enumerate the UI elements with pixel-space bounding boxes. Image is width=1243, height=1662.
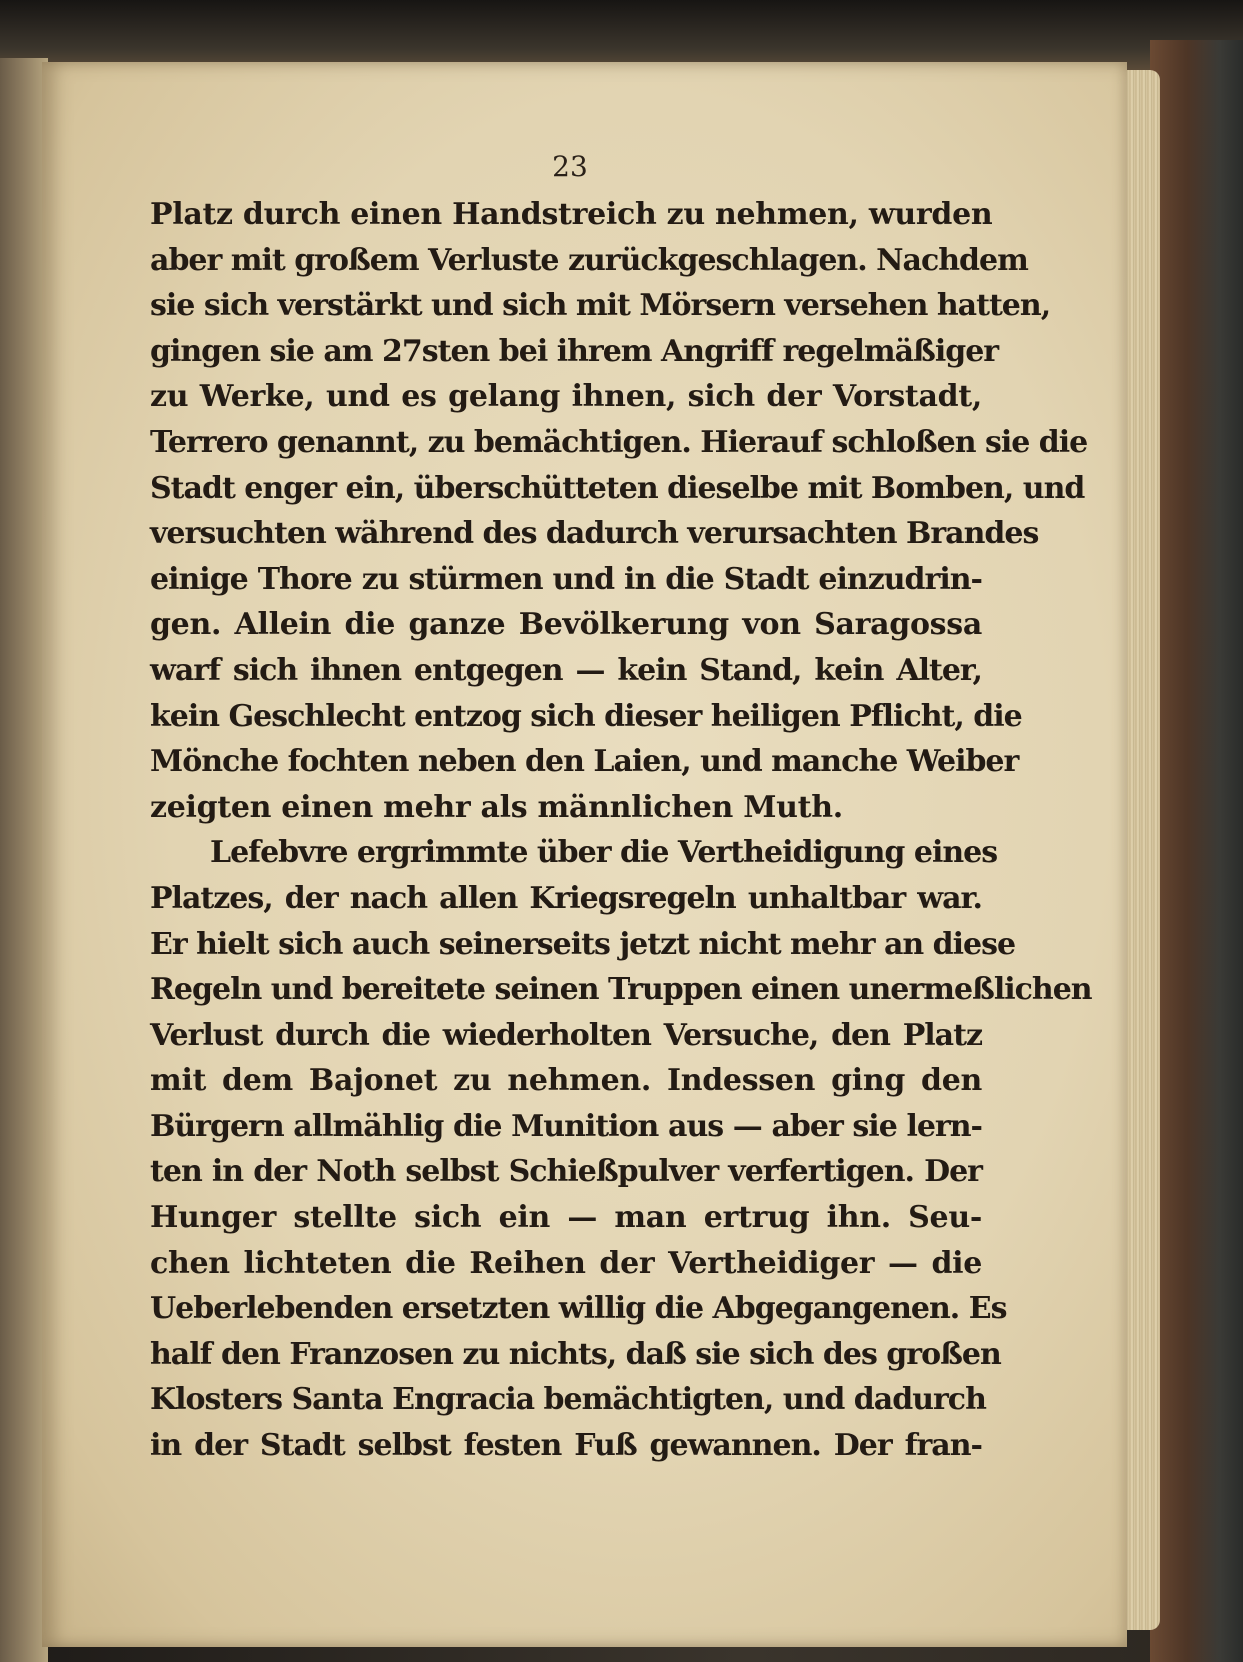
text-line: aber mit großem Verluste zurückgeschlagen. Nachdem (150, 242, 1028, 278)
text-line: mit dem Bajonet zu nehmen. Indessen ging den (150, 1063, 982, 1099)
text-line: Er hielt sich auch seinerseits jetzt nicht mehr an diese (150, 926, 1016, 962)
text-line: Platzes, der nach allen Kriegsregeln unhaltbar war. (150, 880, 982, 916)
text-line: chen lichteten die Reihen der Vertheidiger — die (150, 1245, 982, 1281)
text-line: zeigten einen mehr als männlichen Muth. (150, 789, 843, 825)
text-line: Platz durch einen Handstreich zu nehmen, wurden (150, 197, 993, 232)
text-line: versuchten während des dadurch verursachten Brandes (150, 516, 1039, 552)
text-line: Regeln und bereitete seinen Truppen einen unermeßlichen (150, 972, 1092, 1008)
page-number: 23 (552, 150, 588, 183)
text-line: Lefebvre ergrimmte über die Vertheidigung eines (210, 835, 998, 871)
page-text (150, 192, 1092, 1469)
text-line: Ueberlebenden ersetzten willig die Abgegangenen. Es (150, 1291, 1007, 1327)
text-line: Terrero genannt, zu bemächtigen. Hierauf schloßen sie die (150, 424, 1088, 460)
text-line: kein Geschlecht entzog sich dieser heiligen Pflicht, die (150, 698, 1022, 734)
text-line: half den Franzosen zu nichts, daß sie sich des großen (150, 1336, 1001, 1372)
text-line: sie sich verstärkt und sich mit Mörsern versehen hatten, (150, 288, 1051, 324)
text-line: Mönche fochten neben den Laien, und manche Weiber (150, 744, 1019, 780)
book-cover-right (1150, 40, 1243, 1662)
text-line: ten in der Noth selbst Schießpulver verfertigen. Der (150, 1154, 982, 1190)
text-line: warf sich ihnen entgegen — kein Stand, kein Alter, (150, 652, 982, 688)
previous-page-edge (0, 58, 48, 1662)
text-line: Bürgern allmählig die Munition aus — aber sie lern- (150, 1108, 982, 1144)
text-line: Stadt enger ein, überschütteten dieselbe mit Bomben, und (150, 470, 1085, 506)
text-line: einige Thore zu stürmen und in die Stadt einzudrin- (150, 561, 982, 597)
text-line: Klosters Santa Engracia bemächtigten, und dadurch (150, 1382, 986, 1418)
text-line: zu Werke, und es gelang ihnen, sich der Vorstadt, (150, 379, 982, 415)
book-cover-top (0, 0, 1243, 70)
text-line: in der Stadt selbst festen Fuß gewannen. Der fran- (150, 1428, 982, 1464)
text-line: gingen sie am 27sten bei ihrem Angriff regelmäßiger (150, 333, 999, 369)
text-line: Verlust durch die wiederholten Versuche, den Platz (150, 1017, 982, 1053)
text-line: Hunger stellte sich ein — man ertrug ihn. Seu- (150, 1200, 982, 1236)
text-line: gen. Allein die ganze Bevölkerung von Saragossa (150, 607, 982, 643)
